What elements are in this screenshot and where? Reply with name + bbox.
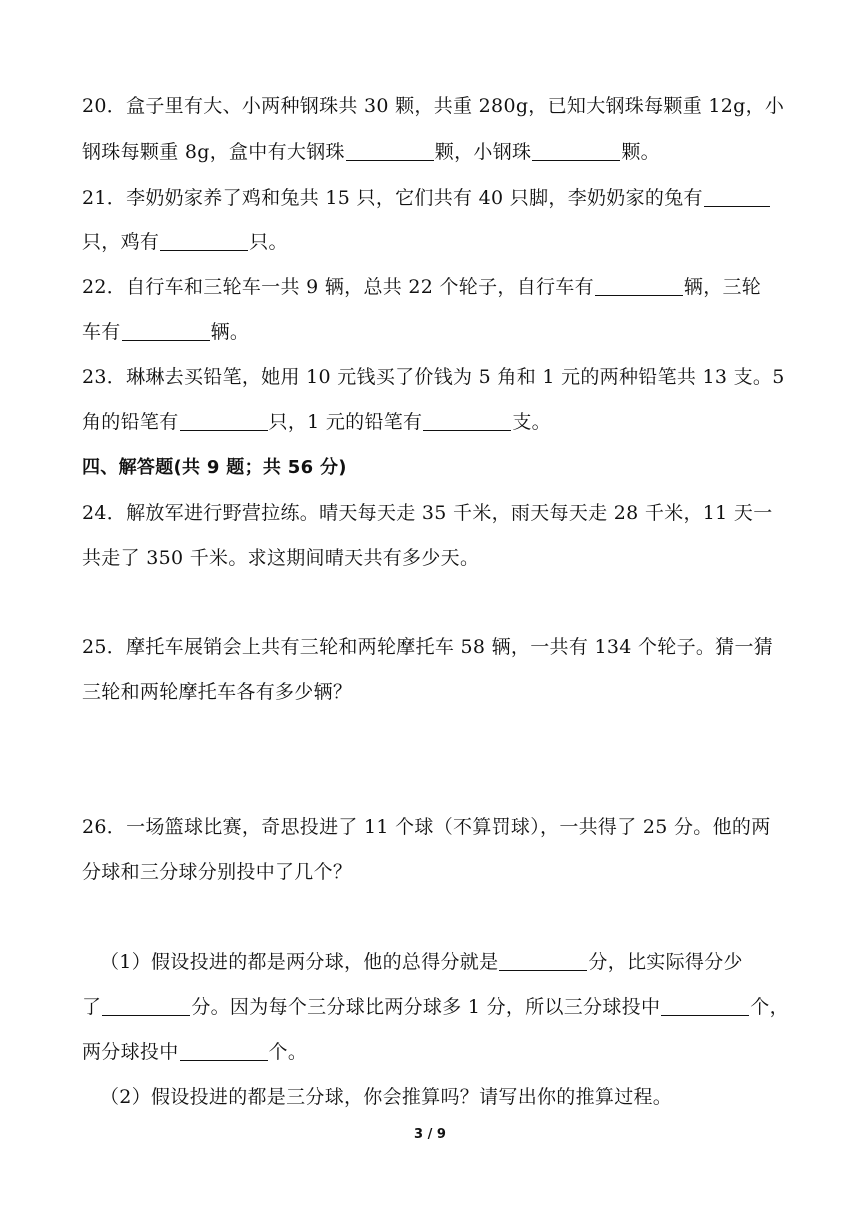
q26-part1-line-1 [100,949,743,975]
q22-line-2 [82,319,249,345]
q26-part1-line-3 [82,1039,307,1065]
q22-line-1 [82,274,761,300]
q26-answer-blank-4[interactable] [180,1042,268,1061]
q23-answer-blank-2[interactable] [423,412,511,431]
q21-text-2a: 只，鸡有 [82,231,160,253]
q26-line-2 [82,859,352,885]
q20-answer-blank-2[interactable] [532,142,620,161]
q21-text-1: 21．李奶奶家养了鸡和兔共 15 只，它们共有 40 只脚，李奶奶家的兔有 [82,187,703,209]
q21-text-2b: 只。 [249,231,288,253]
q24-text-2: 共走了 350 千米。求这期间晴天共有多少天。 [82,547,480,569]
q23-line-1 [82,364,785,390]
q25-text-2: 三轮和两轮摩托车各有多少辆？ [82,681,353,703]
q21-line-1 [82,185,771,211]
q24-text-1: 24．解放军进行野营拉练。晴天每天走 35 千米，雨天每天走 28 千米，11 天一 [82,502,773,524]
q26-line-1 [82,814,771,840]
q25-text-1: 25．摩托车展销会上共有三轮和两轮摩托车 58 辆，一共有 134 个轮子。猜一猜 [82,636,774,658]
q23-text-2c: 支。 [512,411,551,433]
q23-answer-blank-1[interactable] [180,412,268,431]
q22-answer-blank-1[interactable] [595,277,683,296]
q26-part1-text-2c: 个， [750,996,789,1018]
q23-line-2 [82,409,551,435]
q26-answer-blank-2[interactable] [102,997,190,1016]
q26-part1-text-2b: 分。因为每个三分球比两分球多 1 分，所以三分球投中 [191,996,661,1018]
q20-text-2c: 颗。 [621,141,660,163]
q20-line-2 [82,139,660,165]
q26-answer-blank-3[interactable] [661,997,749,1016]
page-number: 3 / 9 [414,1127,446,1142]
q24-line-1 [82,500,773,526]
q26-text-2: 分球和三分球分别投中了几个？ [82,861,353,883]
q26-text-1: 26．一场篮球比赛，奇思投进了 11 个球（不算罚球），一共得了 25 分。他的两 [82,816,771,838]
q20-text-2a: 钢珠每颗重 8g，盒中有大钢珠 [82,141,345,163]
q26-part1-line-2 [82,994,789,1020]
q21-line-2 [82,229,288,255]
q20-text-2b: 颗，小钢珠 [434,141,532,163]
q20-answer-blank-1[interactable] [346,142,434,161]
q26-part2-text: （2）假设投进的都是三分球，你会推算吗？请写出你的推算过程。 [100,1086,673,1108]
q26-part1-text-3b: 个。 [268,1041,308,1063]
q26-part1-text-3a: 两分球投中 [82,1041,179,1063]
q23-text-2b: 只，1 元的铅笔有 [268,411,423,433]
q20-text-1: 20．盒子里有大、小两种钢珠共 30 颗，共重 280g，已知大钢珠每颗重 12g，小 [82,95,785,117]
section-heading: 四、解答题(共 9 题；共 56 分) [82,457,347,478]
q23-text-1: 23．琳琳去买铅笔，她用 10 元钱买了价钱为 5 角和 1 元的两种铅笔共 13 支。5 [82,366,785,388]
q21-answer-blank-1[interactable] [704,188,770,207]
q25-line-1 [82,634,773,660]
q22-text-1a: 22．自行车和三轮车一共 9 辆，总共 22 个轮子，自行车有 [82,276,594,298]
q22-text-2a: 车有 [82,321,121,343]
q20-line-1 [82,93,784,119]
q21-answer-blank-2[interactable] [160,232,248,251]
q26-part1-text-2a: 了 [82,996,102,1018]
q22-answer-blank-2[interactable] [122,322,210,341]
q22-text-2b: 辆。 [210,321,250,343]
q23-text-2a: 角的铅笔有 [82,411,179,433]
q26-answer-blank-1[interactable] [499,952,587,971]
q26-part2-line [100,1084,672,1110]
q24-line-2 [82,545,479,571]
q26-part1-text-1a: （1）假设投进的都是两分球，他的总得分就是 [100,951,499,973]
q26-part1-text-1b: 分，比实际得分少 [588,951,743,973]
q22-text-1b: 辆，三轮 [683,276,762,298]
q25-line-2 [82,679,352,705]
